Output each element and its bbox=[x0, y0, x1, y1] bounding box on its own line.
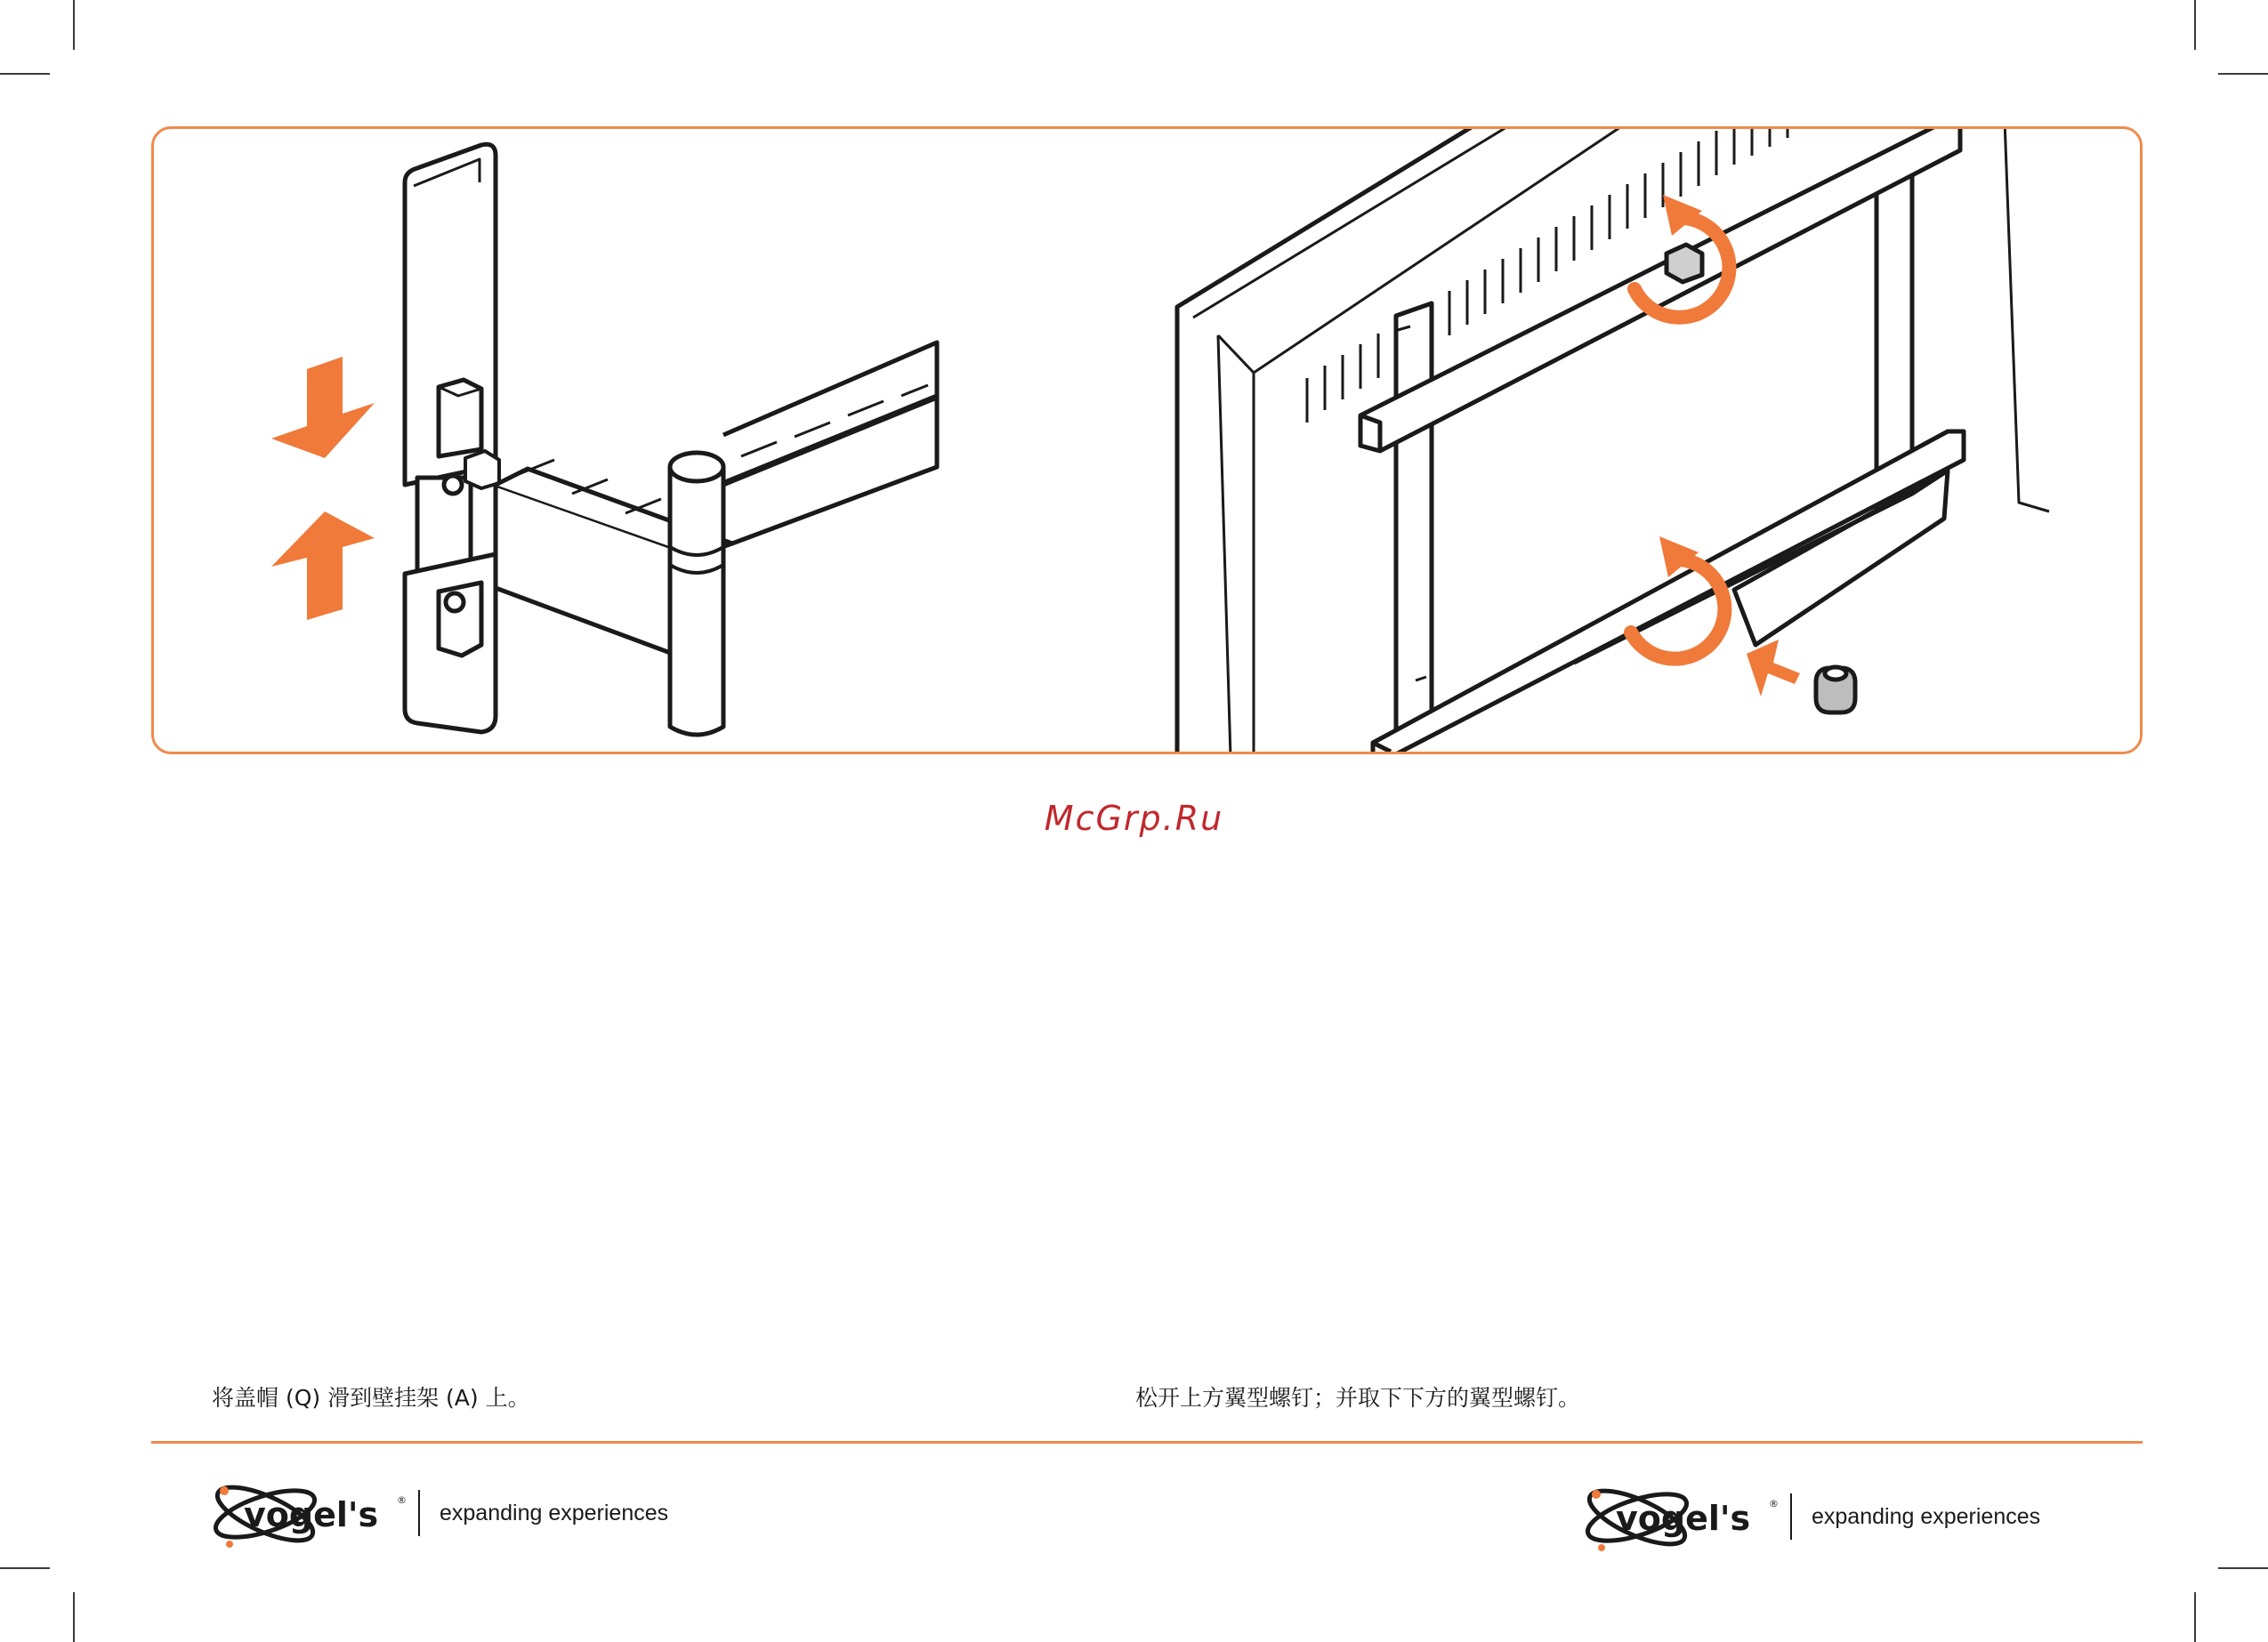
vogels-logo-icon bbox=[1584, 1477, 1780, 1557]
crop-mark bbox=[2194, 1592, 2196, 1642]
crop-mark bbox=[2194, 0, 2196, 50]
step-caption-left: 将盖帽 (Q) 滑到壁挂架 (A) 上。 bbox=[212, 1385, 530, 1411]
brand-footer-right bbox=[1584, 1477, 2040, 1557]
watermark: McGrp.Ru bbox=[1044, 799, 1224, 838]
crop-mark bbox=[0, 73, 50, 75]
illustration-panel bbox=[151, 126, 2143, 754]
crop-mark bbox=[73, 1592, 75, 1642]
slide-arrow-down-icon bbox=[271, 357, 375, 458]
wall-bracket-illustration bbox=[405, 144, 937, 735]
slide-arrow-up-icon bbox=[271, 511, 375, 620]
brand-tagline: expanding experiences bbox=[1812, 1503, 2041, 1529]
footer-divider bbox=[151, 1441, 2143, 1444]
brand-footer-left bbox=[212, 1473, 668, 1553]
svg-text:®: ® bbox=[1769, 1498, 1779, 1509]
svg-text:vogel's: vogel's bbox=[1616, 1499, 1751, 1538]
brand-tagline: expanding experiences bbox=[440, 1500, 669, 1525]
crop-mark bbox=[73, 0, 75, 50]
brand-separator bbox=[418, 1490, 420, 1536]
vogels-logo-icon bbox=[212, 1473, 408, 1553]
brand-separator bbox=[1790, 1493, 1792, 1540]
crop-mark bbox=[2218, 73, 2268, 75]
installation-illustration bbox=[154, 129, 2143, 754]
step-caption-right: 松开上方翼型螺钉；并取下下方的翼型螺钉。 bbox=[1135, 1385, 1581, 1411]
svg-text:vogel's: vogel's bbox=[244, 1495, 379, 1534]
crop-mark bbox=[2218, 1567, 2268, 1569]
crop-mark bbox=[0, 1567, 50, 1569]
svg-text:®: ® bbox=[397, 1494, 407, 1506]
